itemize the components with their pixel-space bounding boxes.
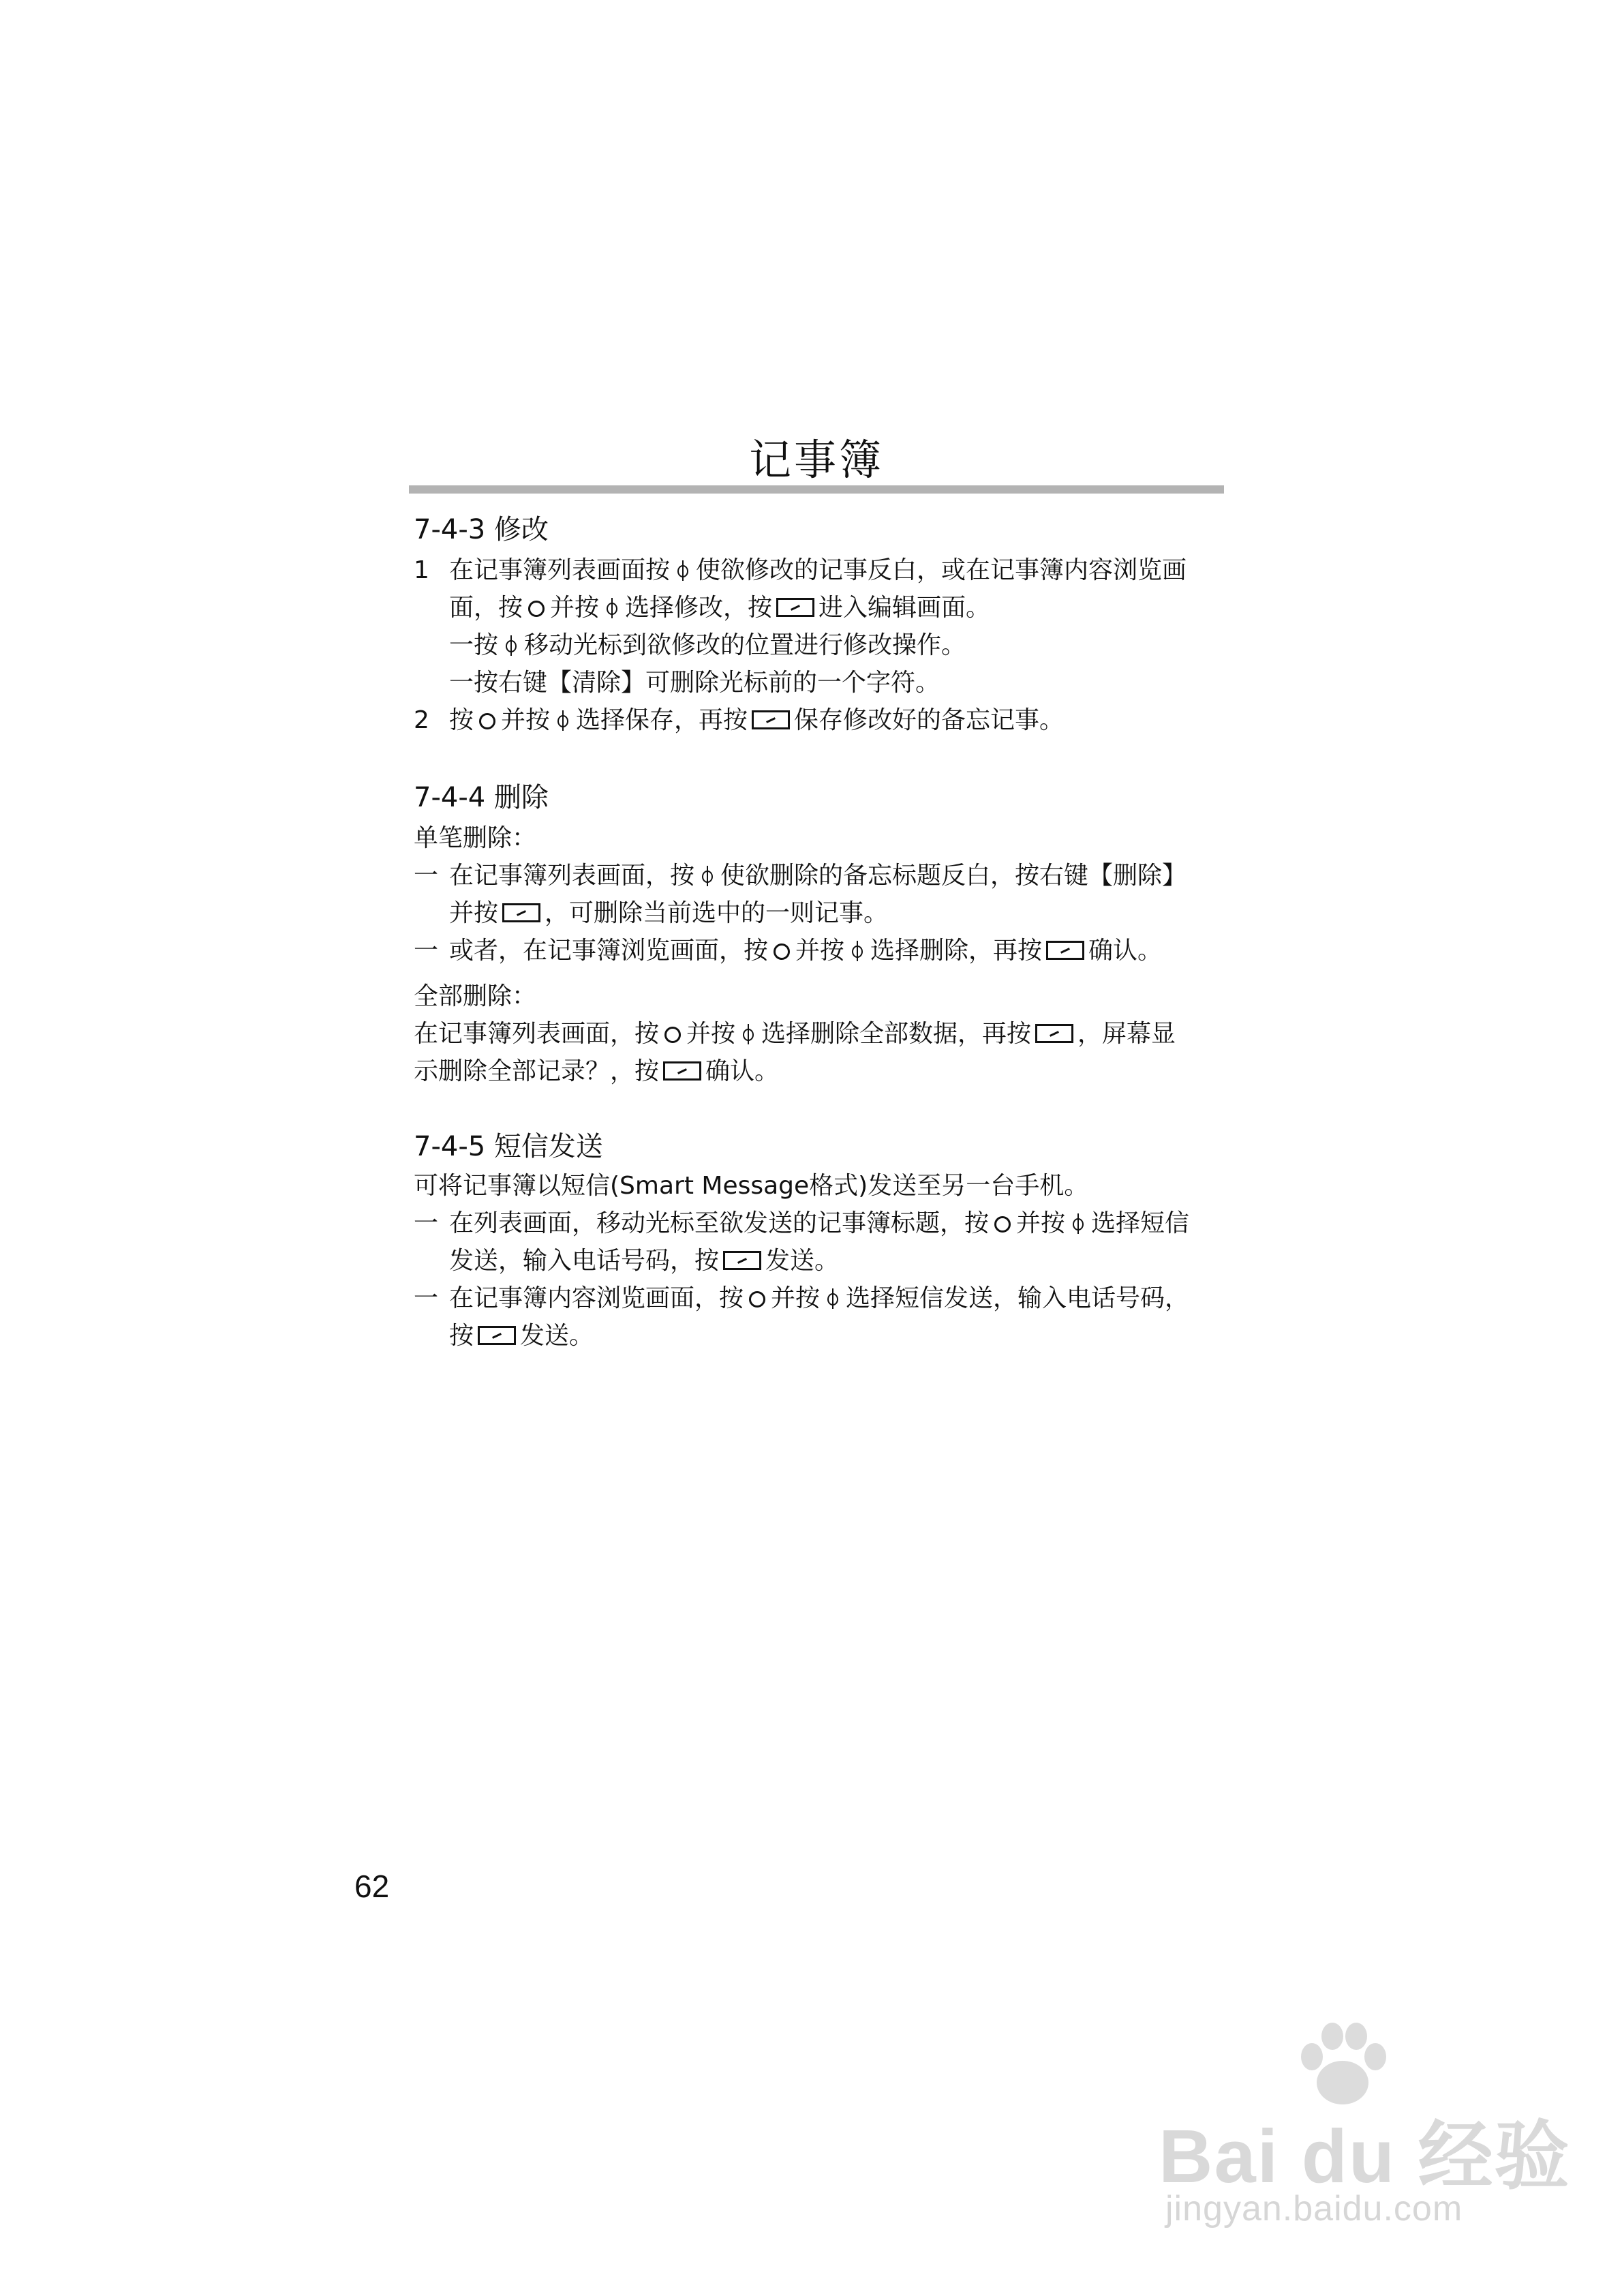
navigation-key-icon <box>677 560 689 581</box>
text: 并按 <box>550 594 600 622</box>
delete-all-line-1 <box>414 1019 1176 1049</box>
center-key-icon <box>994 1216 1011 1233</box>
delete-line-2 <box>449 898 888 928</box>
text: 选择短信 <box>1091 1209 1190 1237</box>
text: 选择保存，再按 <box>576 706 748 734</box>
step-2-line-1 <box>414 706 1064 736</box>
navigation-key-icon <box>606 598 618 618</box>
center-key-icon <box>664 1027 681 1043</box>
text: 确认。 <box>1088 937 1163 965</box>
text: 选择修改，按 <box>625 594 773 622</box>
ok-key-icon <box>663 1061 701 1081</box>
text: 选择删除，再按 <box>870 937 1043 965</box>
step-1-line-1 <box>414 556 1187 586</box>
dash: 一 <box>414 862 439 890</box>
text: 确认。 <box>705 1057 780 1085</box>
subheading-single-delete: 单笔删除： <box>414 824 537 852</box>
navigation-key-icon <box>742 1024 754 1044</box>
text: 发送，输入电话号码，按 <box>449 1247 720 1275</box>
subheading-delete-all: 全部删除： <box>414 982 537 1010</box>
text: 并按 <box>686 1020 736 1048</box>
text: 发送。 <box>520 1322 594 1350</box>
step-1-line-4 <box>449 668 940 698</box>
text: ，可删除当前选中的一则记事。 <box>545 899 889 927</box>
sms-line-4 <box>449 1321 594 1351</box>
watermark-url: jingyan.baidu.com <box>1165 2189 1463 2229</box>
text: 在记事簿列表画面按 <box>449 556 671 584</box>
text: 保存修改好的备忘记事。 <box>794 706 1065 734</box>
ok-key-icon <box>502 903 540 922</box>
ok-key-icon <box>752 710 790 729</box>
delete-all-line-2 <box>414 1057 779 1087</box>
center-key-icon <box>774 943 790 960</box>
text: 并按 <box>1016 1209 1066 1237</box>
section-heading-7-4-4: 7-4-4 删除 <box>414 782 549 813</box>
navigation-key-icon <box>827 1288 839 1309</box>
text: 在列表画面，移动光标至欲发送的记事簿标题，按 <box>449 1209 990 1237</box>
text: 选择短信发送，输入电话号码， <box>846 1284 1190 1312</box>
text: 一按右键【清除】可删除光标前的一个字符。 <box>449 669 940 697</box>
sms-intro: 可将记事簿以短信(Smart Message格式)发送至另一台手机。 <box>414 1172 1089 1200</box>
ok-key-icon <box>478 1326 516 1345</box>
delete-line-3 <box>414 936 1162 966</box>
navigation-key-icon <box>1072 1213 1084 1234</box>
dash: 一 <box>414 937 439 965</box>
page-number: 62 <box>354 1869 390 1904</box>
sms-line-1 <box>414 1209 1189 1239</box>
text: 或者，在记事簿浏览画面，按 <box>449 937 769 965</box>
center-key-icon <box>528 601 545 617</box>
ok-key-icon <box>776 598 814 617</box>
text: 进入编辑画面。 <box>818 594 991 622</box>
text: 示删除全部记录？，按 <box>414 1057 660 1085</box>
text: 面，按 <box>449 594 523 622</box>
text: 并按 <box>771 1284 821 1312</box>
page-title: 记事簿 <box>748 435 884 485</box>
step-number: 2 <box>414 706 429 734</box>
text: 使欲删除的备忘标题反白，按右键【删除】 <box>720 862 1187 890</box>
navigation-key-icon <box>851 941 863 961</box>
text: 使欲修改的记事反白，或在记事簿内容浏览画 <box>696 556 1187 584</box>
text: 在记事簿内容浏览画面，按 <box>449 1284 744 1312</box>
center-key-icon <box>749 1291 765 1308</box>
step-1-line-3 <box>449 631 966 661</box>
sms-line-3 <box>414 1284 1189 1314</box>
text: ，屏幕显 <box>1077 1020 1176 1048</box>
navigation-key-icon <box>557 710 569 731</box>
section-heading-7-4-5: 7-4-5 短信发送 <box>414 1131 603 1162</box>
text: 并按 <box>449 899 499 927</box>
navigation-key-icon <box>701 866 714 886</box>
step-number: 1 <box>414 556 429 584</box>
text: 并按 <box>795 937 845 965</box>
text: 在记事簿列表画面，按 <box>449 862 695 890</box>
text: 按 <box>449 1322 474 1350</box>
step-1-line-2 <box>449 593 990 623</box>
text: 一按 <box>449 631 499 659</box>
navigation-key-icon <box>505 635 517 656</box>
delete-line-1 <box>414 861 1187 891</box>
text: 发送。 <box>765 1247 840 1275</box>
text: 并按 <box>501 706 551 734</box>
ok-key-icon <box>1046 941 1084 960</box>
sms-line-2 <box>449 1246 839 1276</box>
title-rule <box>409 485 1224 494</box>
text: 选择删除全部数据，再按 <box>761 1020 1032 1048</box>
text: 按 <box>449 706 474 734</box>
dash: 一 <box>414 1209 439 1237</box>
watermark-logo: Bai du 经验 <box>1159 2115 1571 2199</box>
ok-key-icon <box>723 1251 761 1270</box>
center-key-icon <box>479 713 495 729</box>
text: 移动光标到欲修改的位置进行修改操作。 <box>524 631 966 659</box>
section-heading-7-4-3: 7-4-3 修改 <box>414 514 549 545</box>
ok-key-icon <box>1035 1024 1073 1043</box>
dash: 一 <box>414 1284 439 1312</box>
text: 在记事簿列表画面，按 <box>414 1020 660 1048</box>
